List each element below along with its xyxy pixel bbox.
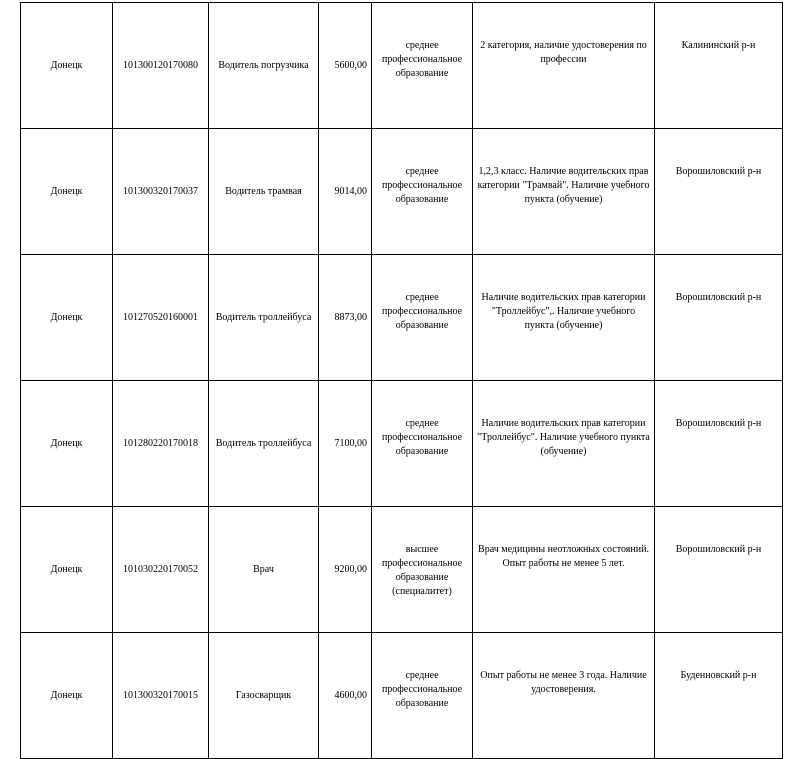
district-cell: Ворошиловский р-н [655, 129, 783, 255]
city-cell: Донецк [21, 129, 113, 255]
table-row [21, 255, 783, 381]
table-row [21, 129, 783, 255]
requirements-cell: Наличие водительских прав категории "Троллейбус",. Наличие учебного пункта (обучение) [473, 255, 655, 381]
education-cell: среднее профессиональное образование [372, 3, 473, 129]
vacancy-table [20, 2, 783, 759]
salary-cell: 8873,00 [319, 255, 372, 381]
district-cell: Ворошиловский р-н [655, 381, 783, 507]
profession-cell: Водитель троллейбуса [209, 381, 319, 507]
education-cell: среднее профессиональное образование [372, 129, 473, 255]
requirements-cell: Опыт работы не менее 3 года. Наличие удостоверения. [473, 633, 655, 759]
requirements-cell: 1,2,3 класс. Наличие водительских прав категории "Трамвай". Наличие учебного пункта (обучение) [473, 129, 655, 255]
profession-cell: Водитель трамвая [209, 129, 319, 255]
city-cell: Донецк [21, 507, 113, 633]
requirements-cell: Врач медицины неотложных состояний. Опыт работы не менее 5 лет. [473, 507, 655, 633]
education-cell: высшее профессиональное образование (специалитет) [372, 507, 473, 633]
code-cell: 101280220170018 [113, 381, 209, 507]
salary-cell: 4600,00 [319, 633, 372, 759]
salary-cell: 9014,00 [319, 129, 372, 255]
requirements-cell: 2 категория, наличие удостоверения по профессии [473, 3, 655, 129]
district-cell: Ворошиловский р-н [655, 507, 783, 633]
table-row [21, 633, 783, 759]
code-cell: 101300120170080 [113, 3, 209, 129]
profession-cell: Газосварщик [209, 633, 319, 759]
table-row [21, 381, 783, 507]
requirements-cell: Наличие водительских прав категории "Троллейбус". Наличие учебного пункта (обучение) [473, 381, 655, 507]
education-cell: среднее профессиональное образование [372, 255, 473, 381]
table-row [21, 3, 783, 129]
code-cell: 101300320170037 [113, 129, 209, 255]
profession-cell: Врач [209, 507, 319, 633]
education-cell: среднее профессиональное образование [372, 633, 473, 759]
salary-cell: 7100,00 [319, 381, 372, 507]
city-cell: Донецк [21, 3, 113, 129]
district-cell: Буденновский р-н [655, 633, 783, 759]
profession-cell: Водитель троллейбуса [209, 255, 319, 381]
code-cell: 101300320170015 [113, 633, 209, 759]
education-cell: среднее профессиональное образование [372, 381, 473, 507]
code-cell: 101030220170052 [113, 507, 209, 633]
city-cell: Донецк [21, 255, 113, 381]
code-cell: 101270520160001 [113, 255, 209, 381]
salary-cell: 9200,00 [319, 507, 372, 633]
profession-cell: Водитель погрузчика [209, 3, 319, 129]
district-cell: Калининский р-н [655, 3, 783, 129]
salary-cell: 5600,00 [319, 3, 372, 129]
city-cell: Донецк [21, 381, 113, 507]
city-cell: Донецк [21, 633, 113, 759]
table-row [21, 507, 783, 633]
district-cell: Ворошиловский р-н [655, 255, 783, 381]
